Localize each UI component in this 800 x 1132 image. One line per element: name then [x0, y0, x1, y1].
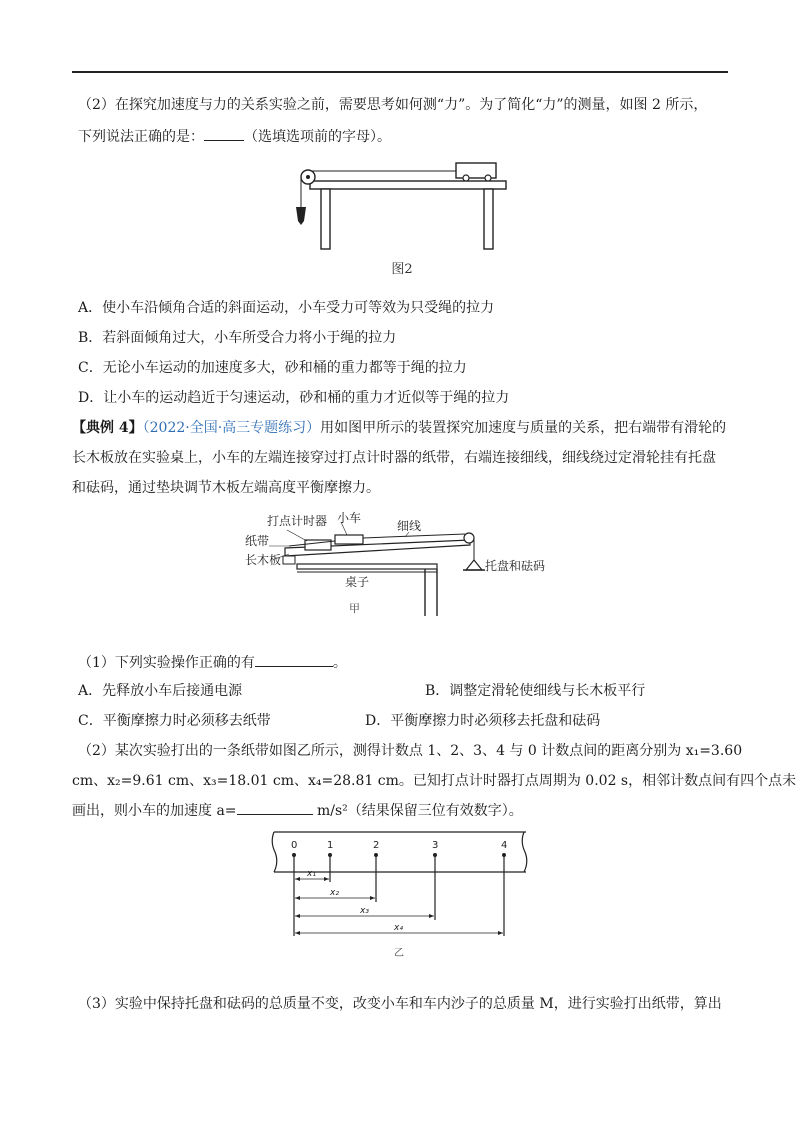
figure-2-caption: 图2: [391, 262, 413, 277]
figure-yi-tape: [268, 828, 530, 962]
dim-x1: x₁: [307, 869, 316, 879]
dim-x4: x₄: [394, 923, 403, 933]
q2-option-c: C．无论小车运动的加速度多大，砂和桶的重力都等于绳的拉力: [78, 360, 467, 376]
figure-jia-diagram: [245, 508, 565, 623]
tape-point-3: 3: [432, 840, 439, 851]
q2-line2-prefix: 下列说法正确的是：: [78, 129, 204, 145]
tape-point-4: 4: [501, 840, 508, 851]
label-string: 细线: [397, 519, 422, 533]
example-tag: 【典例 4】: [72, 420, 143, 436]
example4-line1: [72, 417, 726, 437]
label-cart: 小车: [337, 511, 362, 525]
sub1-option-a: A．先释放小车后接通电源: [78, 683, 243, 699]
caption-jia: 甲: [349, 602, 360, 615]
sub1-prefix: （1）下列实验操作正确的有: [78, 655, 255, 671]
tape-point-1: 1: [327, 840, 334, 851]
sub2-line1: （2）某次实验打出的一条纸带如图乙所示，测得计数点 1、2、3、4 与 0 计数点间的距离分别为 x₁=3.60: [78, 743, 743, 759]
dim-x2: x₂: [330, 888, 339, 898]
sub1-answer-blank[interactable]: [255, 652, 333, 667]
sub1-stem: [78, 652, 347, 672]
q2-line2: [78, 126, 391, 146]
sub2-line2: cm、x₂=9.61 cm、x₃=18.01 cm、x₄=28.81 cm。已知打点计时器打点周期为 0.02 s，相邻计数点间有四个点未: [72, 773, 797, 789]
label-tray: 托盘和砝码: [485, 559, 546, 573]
sub1-option-d: D．平衡摩擦力时必须移去托盘和砝码: [365, 713, 601, 729]
q2-option-b: B．若斜面倾角过大，小车所受合力将小于绳的拉力: [78, 330, 397, 346]
dim-x3: x₃: [360, 906, 369, 916]
figure-2-diagram: [288, 155, 514, 255]
label-board: 长木板: [245, 553, 282, 567]
sub2-line3-prefix: 画出，则小车的加速度 a=: [72, 803, 237, 819]
tape-point-0: 0: [291, 840, 298, 851]
q2-line2-suffix: （选填选项前的字母）。: [244, 129, 391, 145]
label-table: 桌子: [345, 575, 370, 589]
q2-line1: （2）在探究加速度与力的关系实验之前，需要思考如何测“力”。为了简化“力”的测量，如图 2 所示，: [78, 97, 708, 113]
sub1-option-c: C．平衡摩擦力时必须移去纸带: [78, 713, 271, 729]
example4-line1-text: 用如图甲所示的装置探究加速度与质量的关系，把右端带有滑轮的: [320, 420, 727, 436]
label-timer: 打点计时器: [267, 514, 328, 528]
header-rule: [72, 71, 728, 73]
example4-line3: 和砝码，通过垫块调节木板左端高度平衡摩擦力。: [72, 480, 380, 496]
tape-point-2: 2: [373, 840, 380, 851]
label-tape: 纸带: [245, 534, 270, 548]
q2-option-d: D．让小车的运动趋近于匀速运动，砂和桶的重力才近似等于绳的拉力: [78, 390, 510, 406]
caption-yi: 乙: [394, 948, 404, 959]
example4-line2: 长木板放在实验桌上，小车的左端连接穿过打点计时器的纸带，右端连接细线，细线绕过定滑轮挂有托盘: [72, 450, 716, 466]
acceleration-answer-blank[interactable]: [237, 800, 313, 815]
q2-option-a: A．使小车沿倾角合适的斜面运动，小车受力可等效为只受绳的拉力: [78, 300, 495, 316]
sub3-line1: （3）实验中保持托盘和砝码的总质量不变，改变小车和车内沙子的总质量 M，进行实验打出纸带，算出: [78, 996, 722, 1012]
sub2-line3-suffix: m/s²（结果保留三位有效数字）。: [312, 803, 523, 819]
sub2-line3: [72, 800, 523, 820]
answer-blank[interactable]: [204, 126, 244, 141]
example-source[interactable]: （2022·全国·高三专题练习）: [142, 420, 321, 436]
sub1-option-b: B．调整定滑轮使细线与长木板平行: [425, 683, 646, 699]
sub1-suffix: 。: [332, 655, 347, 671]
